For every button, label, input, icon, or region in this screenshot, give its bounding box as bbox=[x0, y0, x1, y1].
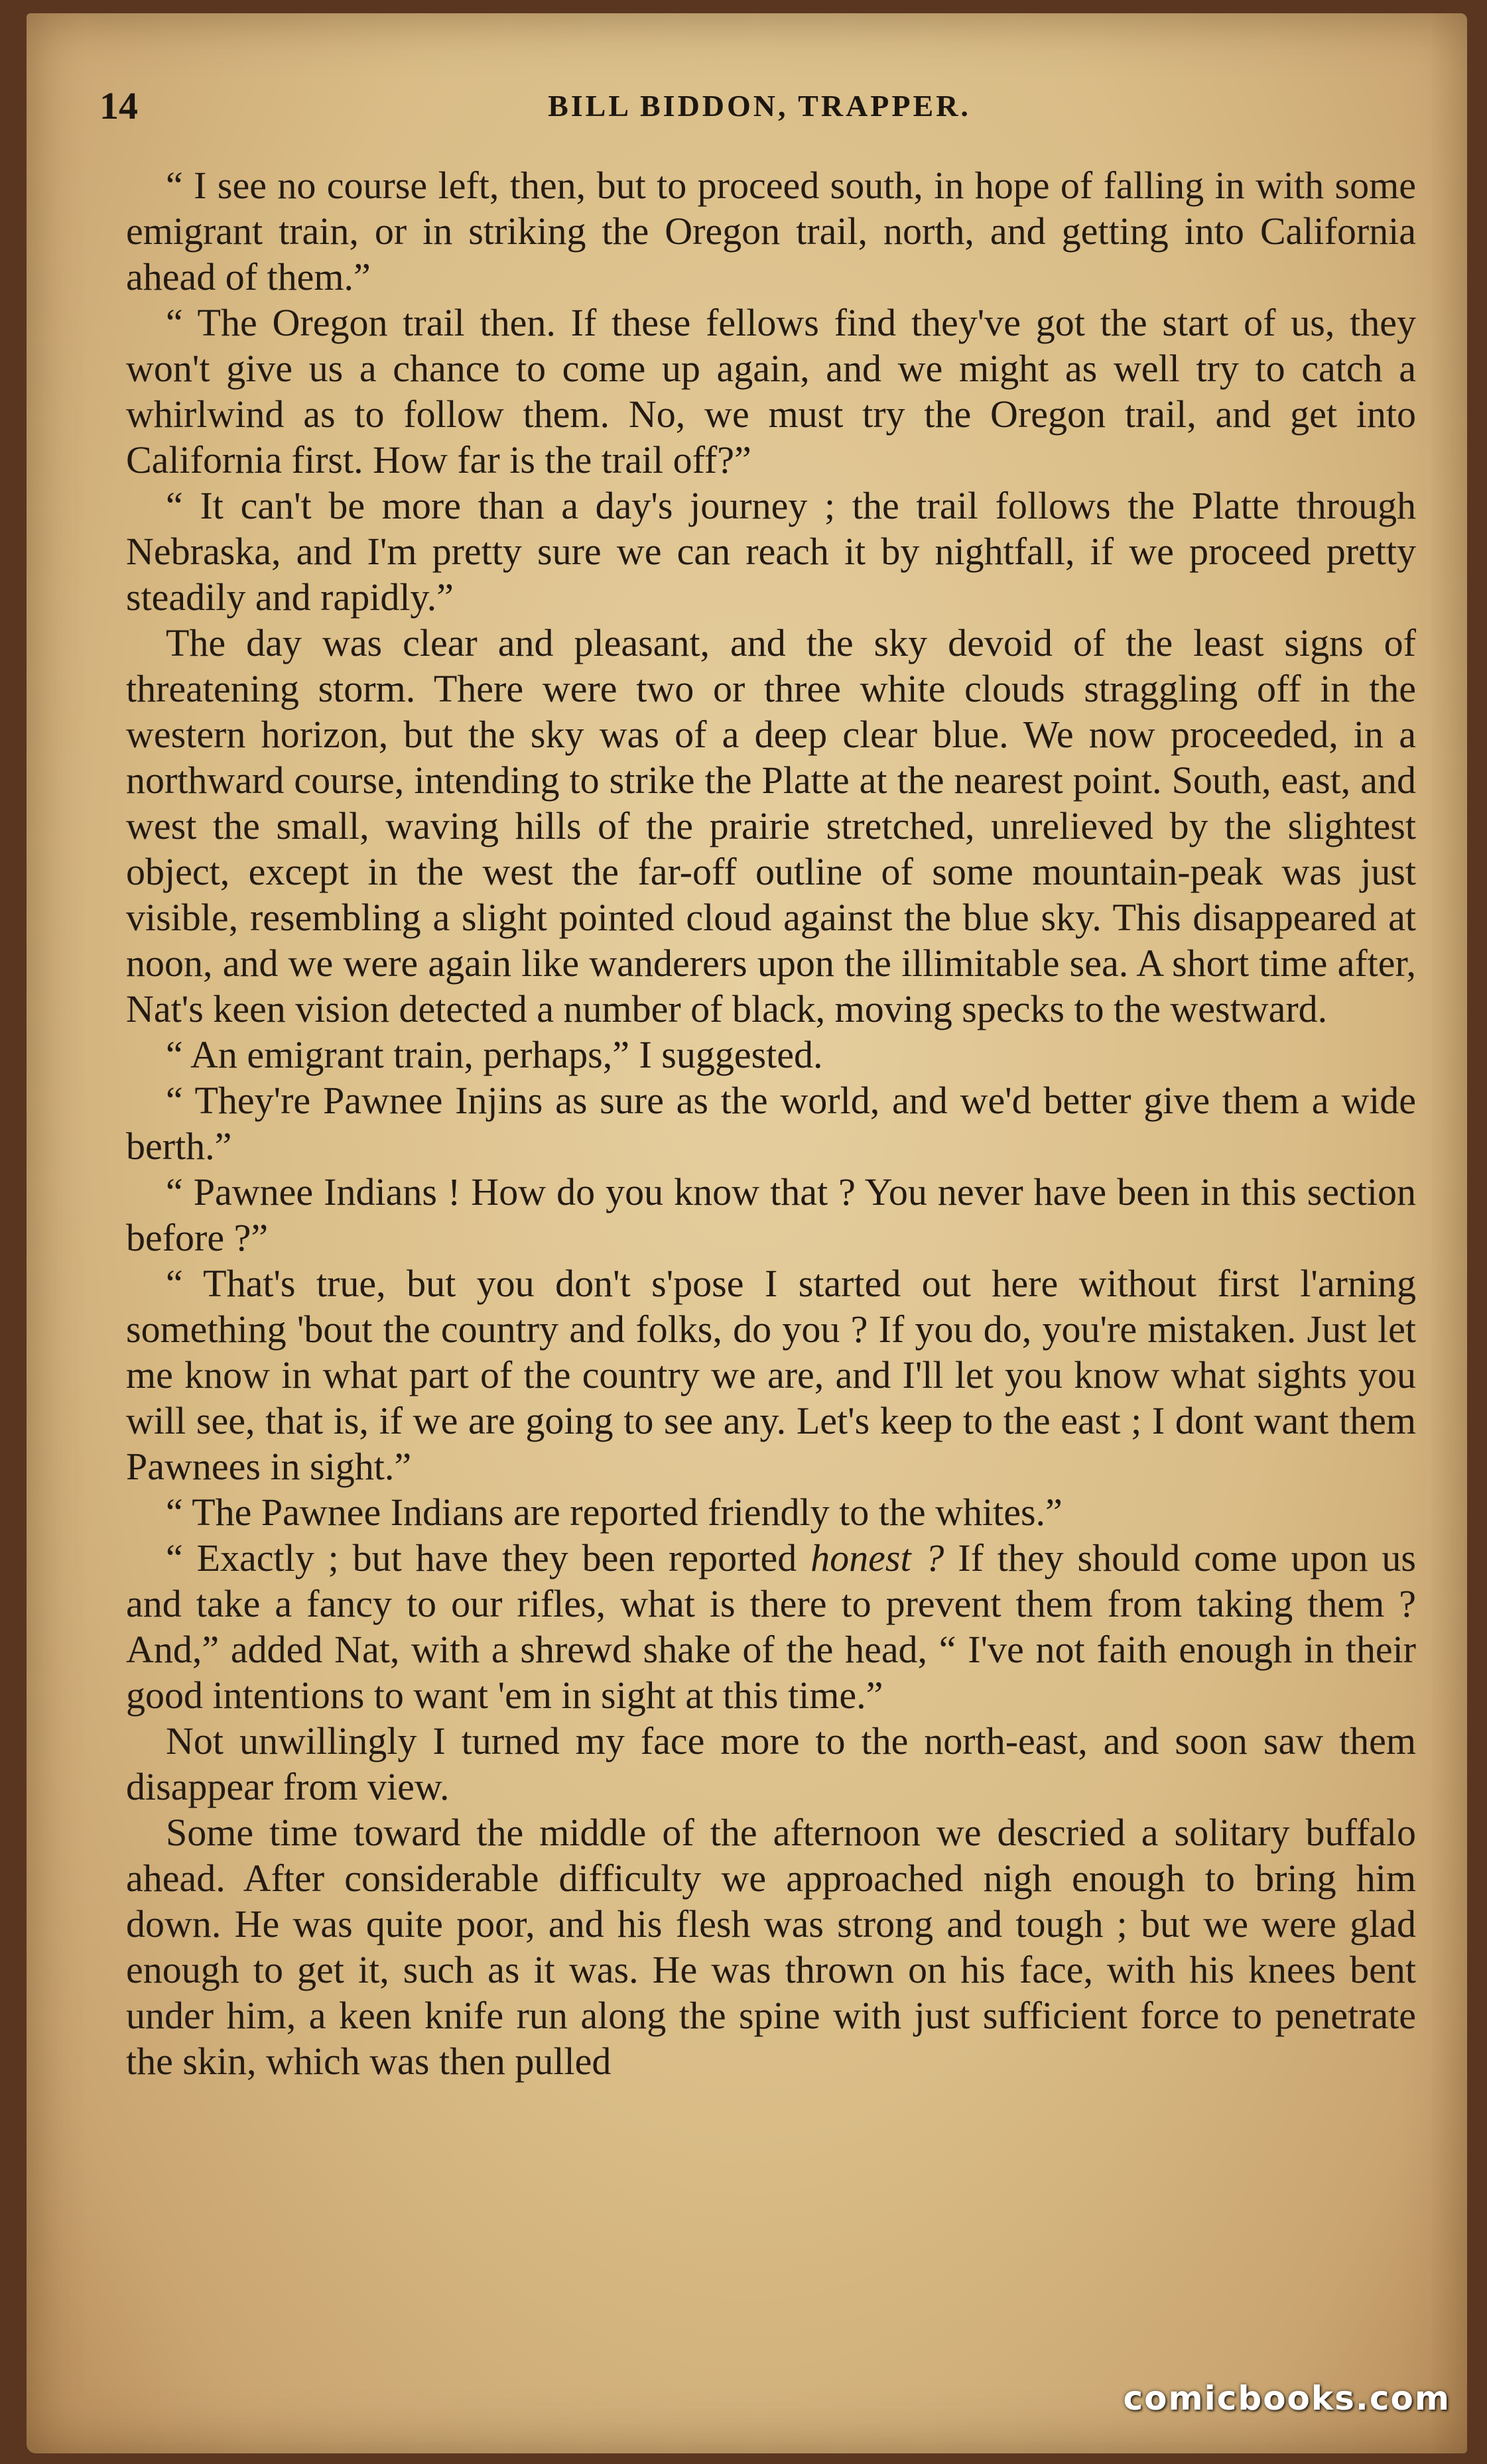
paragraph: “ The Oregon trail then. If these fellows find they've got the start of us, they won't give us a chance to come up again, and we might as well try to catch a whirlwind as to follow them. No, we must try the Oregon trail, and get into California first. How far is the trail off?” bbox=[126, 301, 1416, 481]
paragraph-text: “ Exactly ; but have they been reported bbox=[166, 1536, 811, 1579]
emphasis-text: honest ? bbox=[810, 1536, 944, 1579]
paragraph: Not unwillingly I turned my face more to the north-east, and soon saw them disappear from view. bbox=[126, 1719, 1416, 1808]
paragraph bbox=[126, 1535, 1416, 1718]
running-title: BILL BIDDON, TRAPPER. bbox=[548, 89, 971, 123]
paragraph: “ An emigrant train, perhaps,” I suggested. bbox=[166, 1033, 823, 1076]
paragraph: “ That's true, but you don't s'pose I started out here without first l'arning something 'bout the country and folks, do you ? If you do, you're mistaken. Just let me know in what part of the country we are, and I'll let you know what sights you will see, that is, if we are going to see any. Let's keep to the east ; I dont want them Pawnees in sight.” bbox=[126, 1262, 1416, 1488]
paragraph: “ They're Pawnee Injins as sure as the world, and we'd better give them a wide berth.” bbox=[126, 1079, 1416, 1168]
page-number: 14 bbox=[99, 84, 138, 127]
paragraph: “ It can't be more than a day's journey ; the trail follows the Platte through Nebraska, and I'm pretty sure we can reach it by nightfall, if we proceed pretty steadily and rapidly.” bbox=[126, 484, 1416, 619]
paragraph: “ The Pawnee Indians are reported friendly to the whites.” bbox=[166, 1491, 1063, 1534]
paragraph: “ Pawnee Indians ! How do you know that ? You never have been in this section before ?” bbox=[126, 1170, 1416, 1259]
book-page bbox=[27, 13, 1467, 2453]
paragraph-text: If they should come upon us and take a fancy to our rifles, what is there to prevent them from taking them ? And,” added Nat, with a shrewd shake of the head, “ I've not faith enough in their good intentions to want 'em in sight at this time.” bbox=[126, 1536, 1416, 1717]
page-header bbox=[99, 76, 1419, 136]
paragraph: Some time toward the middle of the afternoon we descried a solitary buffalo ahead. After considerable difficulty we approached nigh enough to bring him down. He was quite poor, and his flesh was strong and tough ; but we were glad enough to get it, such as it was. He was thrown on his face, with his knees bent under him, a keen knife run along the spine with just sufficient force to penetrate the skin, which was then pulled bbox=[126, 1811, 1416, 2083]
body-text bbox=[126, 162, 1416, 2284]
paragraph: “ I see no course left, then, but to proceed south, in hope of falling in with some emigrant train, or in striking the Oregon trail, north, and getting into California ahead of them.” bbox=[126, 164, 1416, 298]
paragraph: The day was clear and pleasant, and the sky devoid of the least signs of threatening storm. There were two or three white clouds straggling off in the western horizon, but the sky was of a deep clear blue. We now proceeded, in a northward course, intending to strike the Platte at the nearest point. South, east, and west the small, waving hills of the prairie stretched, unrelieved by the slightest object, except in the west the far-off outline of some mountain-peak was just visible, resembling a slight pointed cloud against the blue sky. This disappeared at noon, and we were again like wanderers upon the illimitable sea. A short time after, Nat's keen vision detected a number of black, moving specks to the westward. bbox=[126, 621, 1416, 1030]
watermark: comicbooks.com bbox=[1123, 2379, 1451, 2418]
